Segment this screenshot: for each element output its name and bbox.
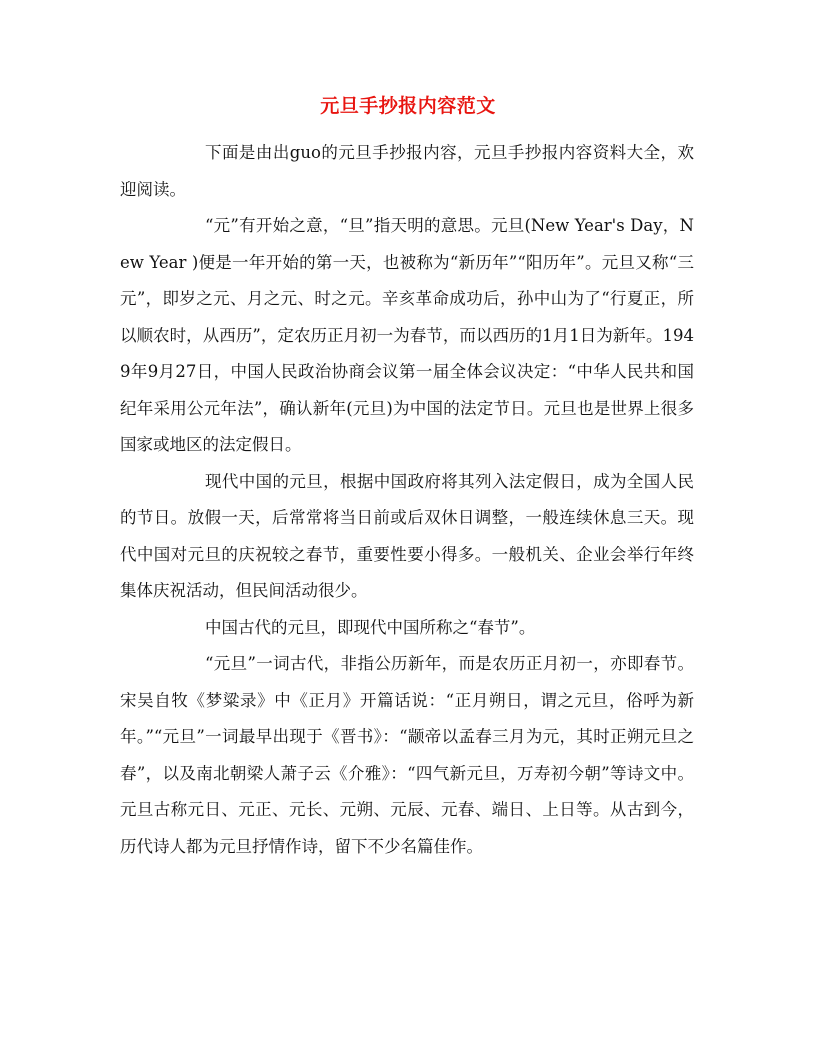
paragraph-modern: 现代中国的元旦，根据中国政府将其列入法定假日，成为全国人民的节日。放假一天，后常常将当日前或后双休日调整，一般连续休息三天。现代中国对元旦的庆祝较之春节，重要性要小得多。一般机关、企业会举行年终集体庆祝活动，但民间活动很少。 — [120, 471, 694, 600]
paragraph-ancient: 中国古代的元旦，即现代中国所称之“春节”。 — [205, 617, 536, 637]
document-title: 元旦手抄报内容范文 — [320, 95, 496, 117]
paragraph-intro: 下面是由出guo的元旦手抄报内容，元旦手抄报内容资料大全，欢迎阅读。 — [120, 143, 694, 199]
paragraph-history: “元旦”一词古代，非指公历新年，而是农历正月初一，亦即春节。宋吴自牧《梦粱录》中《正月》开篇话说：“正月朔日，谓之元旦，俗呼为新年。”“元旦”一词最早出现于《晋书》：“颛帝以孟春三月为元，其时正朔元旦之春”，以及南北朝梁人萧子云《介雅》：“四气新元旦，万寿初今朝”等诗文中。元旦古称元日、元正、元长、元朔、元辰、元春、端日、上日等。从古到今，历代诗人都为元旦抒情作诗，留下不少名篇佳作。 — [120, 654, 694, 856]
document-body — [120, 135, 694, 865]
paragraph-origin: “元”有开始之意，“旦”指天明的意思。元旦(New Year's Day，New Year )便是一年开始的第一天，也被称为“新历年”“阳历年”。元旦又称“三元”，即岁之元、月之元、时之元。辛亥革命成功后，孙中山为了“行夏正，所以顺农时，从西历”，定农历正月初一为春节，而以西历的1月1日为新年。1949年9月27日，中国人民政治协商会议第一届全体会议决定：“中华人民共和国纪年采用公元年法”，确认新年(元旦)为中国的法定节日。元旦也是世界上很多国家或地区的法定假日。 — [120, 216, 694, 454]
